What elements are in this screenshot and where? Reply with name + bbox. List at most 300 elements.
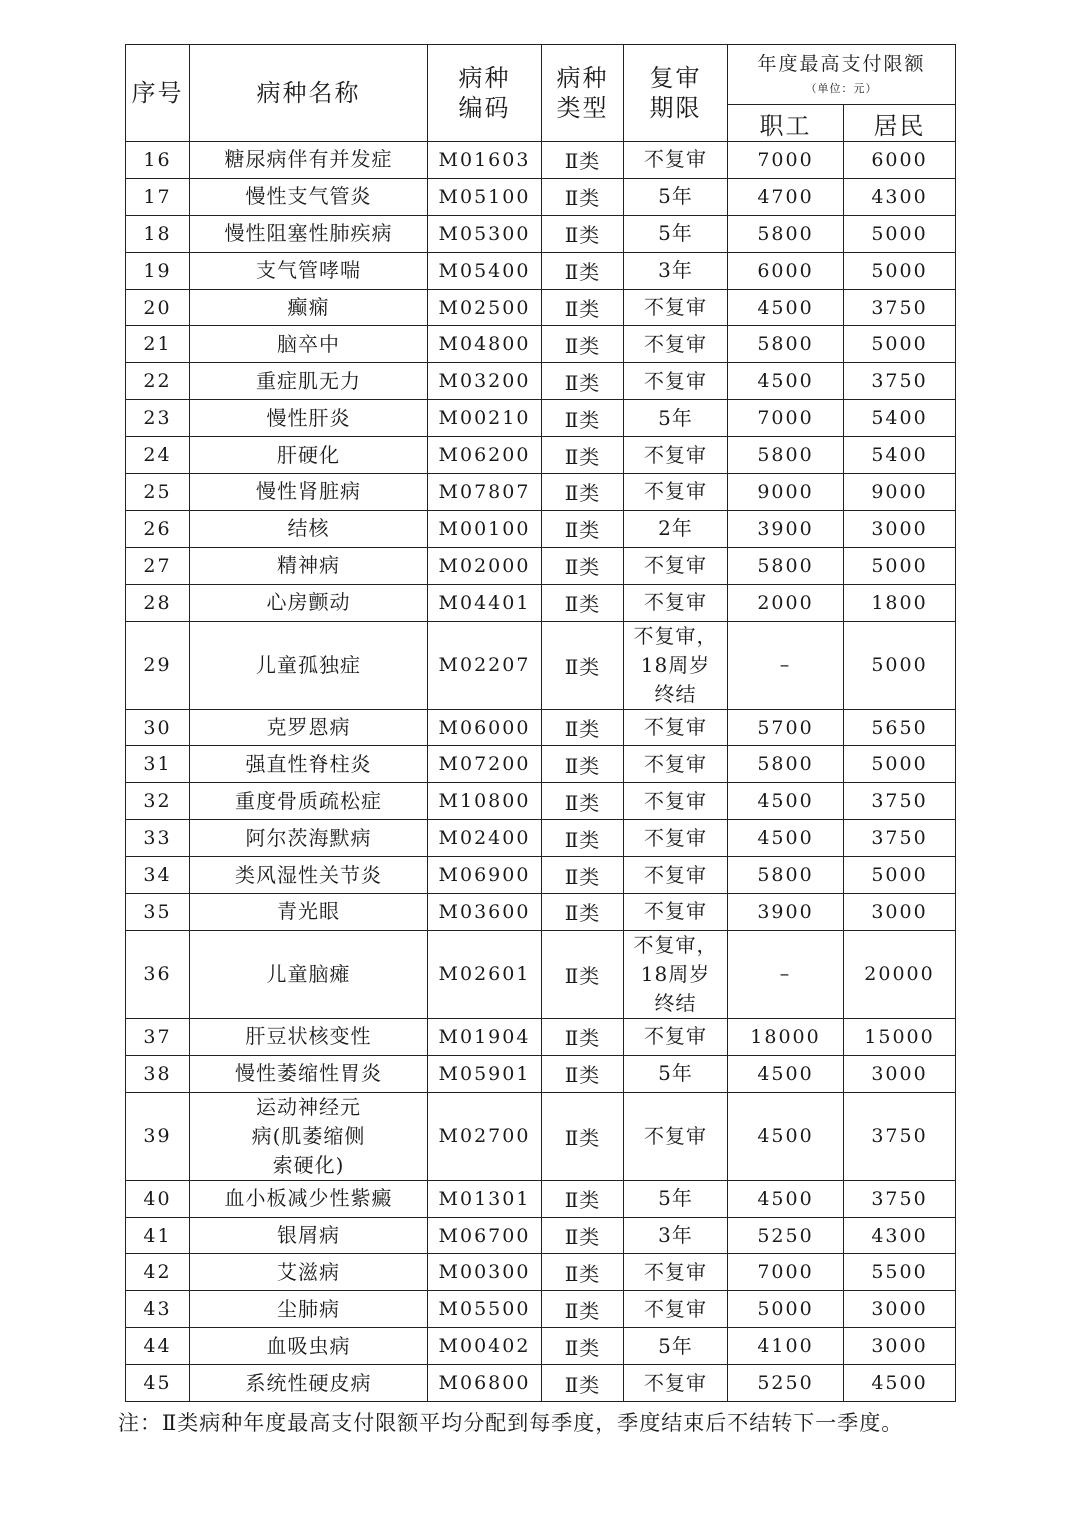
cell-resident-limit: 5000 [844, 746, 956, 783]
cell-disease-name-line: 糖尿病伴有并发症 [224, 147, 393, 172]
cell-worker-limit: 4700 [728, 178, 844, 215]
cell-disease-code: M05100 [428, 178, 542, 215]
cell-disease-type: Ⅱ类 [542, 289, 624, 326]
cell-review-period-line: 不复审 [644, 147, 707, 172]
cell-disease-type: Ⅱ类 [542, 746, 624, 783]
cell-disease-name [190, 178, 428, 215]
cell-disease-type: Ⅱ类 [542, 510, 624, 547]
cell-disease-type: Ⅱ类 [542, 930, 624, 1018]
cell-worker-limit: 7000 [728, 400, 844, 437]
table-header [126, 45, 956, 142]
cell-resident-limit: 3750 [844, 783, 956, 820]
table-row [126, 894, 956, 931]
cell-resident-limit: 3750 [844, 1092, 956, 1180]
cell-review-period [624, 437, 728, 474]
cell-disease-name [190, 1018, 428, 1055]
cell-worker-limit: 5800 [728, 215, 844, 252]
cell-review-period-line: 5年 [658, 221, 693, 246]
table-row [126, 1092, 956, 1180]
cell-disease-name-line: 血小板减少性紫癜 [224, 1186, 393, 1211]
cell-worker-limit: 7000 [728, 1254, 844, 1291]
header-disease-code [428, 45, 542, 142]
cell-disease-name [190, 1254, 428, 1291]
cell-disease-type: Ⅱ类 [542, 1055, 624, 1092]
table-row [126, 474, 956, 511]
table-row [126, 1328, 956, 1365]
cell-worker-limit: 7000 [728, 142, 844, 179]
cell-disease-type: Ⅱ类 [542, 1291, 624, 1328]
cell-seq: 16 [126, 142, 190, 179]
cell-worker-limit: 4500 [728, 820, 844, 857]
cell-disease-name [190, 400, 428, 437]
table-row [126, 746, 956, 783]
cell-seq: 26 [126, 510, 190, 547]
cell-disease-type: Ⅱ类 [542, 1254, 624, 1291]
cell-disease-name [190, 252, 428, 289]
cell-disease-code: M02500 [428, 289, 542, 326]
cell-disease-name-line: 慢性支气管炎 [245, 184, 372, 209]
cell-disease-code: M06200 [428, 437, 542, 474]
cell-seq: 28 [126, 584, 190, 621]
cell-worker-limit: 5800 [728, 547, 844, 584]
header-disease-type [542, 45, 624, 142]
table-row [126, 289, 956, 326]
cell-resident-limit: 5400 [844, 437, 956, 474]
cell-disease-type: Ⅱ类 [542, 326, 624, 363]
header-code-line-1: 病种 [458, 64, 511, 92]
cell-disease-code: M07807 [428, 474, 542, 511]
cell-review-period-line: 不复审 [644, 368, 707, 393]
cell-disease-code: M05400 [428, 252, 542, 289]
cell-disease-name-line: 类风湿性关节炎 [235, 862, 382, 887]
cell-disease-name-line: 儿童脑瘫 [266, 961, 351, 986]
cell-resident-limit: 3000 [844, 1328, 956, 1365]
cell-resident-limit: 9000 [844, 474, 956, 511]
cell-review-period [624, 1217, 728, 1254]
cell-review-period [624, 215, 728, 252]
cell-disease-name [190, 621, 428, 709]
cell-disease-code: M06900 [428, 857, 542, 894]
header-review-period [624, 45, 728, 142]
cell-disease-code: M02400 [428, 820, 542, 857]
table-row [126, 783, 956, 820]
cell-review-period [624, 1365, 728, 1402]
cell-resident-limit: 1800 [844, 584, 956, 621]
cell-disease-type: Ⅱ类 [542, 709, 624, 746]
cell-disease-type: Ⅱ类 [542, 820, 624, 857]
cell-disease-name-line: 银屑病 [277, 1223, 340, 1248]
cell-worker-limit: 5800 [728, 746, 844, 783]
cell-disease-name [190, 289, 428, 326]
cell-resident-limit: 3750 [844, 289, 956, 326]
cell-disease-type: Ⅱ类 [542, 857, 624, 894]
cell-disease-name-line: 重症肌无力 [256, 368, 361, 393]
cell-review-period-line: 不复审 [644, 862, 707, 887]
cell-disease-code: M03600 [428, 894, 542, 931]
cell-disease-type: Ⅱ类 [542, 584, 624, 621]
cell-disease-name-line: 克罗恩病 [266, 715, 351, 740]
cell-disease-name [190, 783, 428, 820]
cell-resident-limit: 5000 [844, 857, 956, 894]
cell-disease-code: M03200 [428, 363, 542, 400]
cell-review-period-line: 不复审 [644, 899, 707, 924]
cell-disease-code: M05901 [428, 1055, 542, 1092]
cell-disease-name-line: 心房颤动 [266, 590, 351, 615]
cell-review-period [624, 1328, 728, 1365]
table-row [126, 510, 956, 547]
table-row [126, 1291, 956, 1328]
cell-seq: 23 [126, 400, 190, 437]
cell-resident-limit: 3000 [844, 1055, 956, 1092]
cell-disease-name-line: 肝豆状核变性 [245, 1024, 372, 1049]
table-row [126, 215, 956, 252]
cell-review-period-line: 不复审 [644, 590, 707, 615]
cell-worker-limit: 4100 [728, 1328, 844, 1365]
cell-review-period [624, 894, 728, 931]
cell-worker-limit: 3900 [728, 894, 844, 931]
cell-seq: 20 [126, 289, 190, 326]
cell-disease-code: M06000 [428, 709, 542, 746]
table-row [126, 547, 956, 584]
cell-review-period [624, 783, 728, 820]
cell-review-period-line: 不复审 [644, 295, 707, 319]
cell-resident-limit: 6000 [844, 142, 956, 179]
table-row [126, 930, 956, 1018]
cell-worker-limit: – [728, 621, 844, 709]
cell-seq: 43 [126, 1291, 190, 1328]
cell-disease-name-line: 慢性阻塞性肺疾病 [224, 221, 393, 246]
cell-review-period [624, 178, 728, 215]
cell-disease-name-line: 病(肌萎缩侧 [251, 1123, 366, 1148]
cell-disease-name [190, 820, 428, 857]
cell-disease-name [190, 1291, 428, 1328]
cell-seq: 30 [126, 709, 190, 746]
cell-review-period-line: 3年 [658, 258, 693, 283]
cell-disease-name [190, 1217, 428, 1254]
cell-disease-type: Ⅱ类 [542, 363, 624, 400]
cell-review-period [624, 1092, 728, 1180]
cell-disease-type: Ⅱ类 [542, 1092, 624, 1180]
cell-review-period [624, 363, 728, 400]
cell-worker-limit: 4500 [728, 1180, 844, 1217]
cell-disease-code: M07200 [428, 746, 542, 783]
cell-disease-name [190, 1055, 428, 1092]
cell-review-period [624, 621, 728, 709]
cell-review-period [624, 252, 728, 289]
cell-disease-name-line: 肝硬化 [277, 442, 340, 467]
table-row [126, 584, 956, 621]
cell-seq: 36 [126, 930, 190, 1018]
cell-seq: 21 [126, 326, 190, 363]
cell-resident-limit: 5000 [844, 326, 956, 363]
table-row [126, 1254, 956, 1291]
cell-disease-code: M06800 [428, 1365, 542, 1402]
cell-resident-limit: 5500 [844, 1254, 956, 1291]
cell-disease-code: M10800 [428, 783, 542, 820]
cell-disease-name-line: 运动神经元 [256, 1094, 361, 1119]
cell-worker-limit: 4500 [728, 783, 844, 820]
cell-disease-type: Ⅱ类 [542, 474, 624, 511]
table-row [126, 400, 956, 437]
table-row [126, 621, 956, 709]
cell-review-period-line: 不复审 [644, 825, 707, 850]
cell-review-period [624, 326, 728, 363]
cell-review-period-line: 不复审 [644, 1024, 707, 1049]
table-row [126, 437, 956, 474]
cell-worker-limit: 5700 [728, 709, 844, 746]
cell-disease-name-line: 艾滋病 [277, 1259, 340, 1284]
cell-disease-name-line: 青光眼 [277, 899, 340, 924]
cell-resident-limit: 5000 [844, 215, 956, 252]
cell-disease-type: Ⅱ类 [542, 621, 624, 709]
header-limit-title: 年度最高支付限额 [757, 52, 926, 75]
cell-resident-limit: 4500 [844, 1365, 956, 1402]
cell-review-period [624, 1180, 728, 1217]
header-resident: 居民 [844, 105, 956, 142]
cell-resident-limit: 5000 [844, 547, 956, 584]
table-row [126, 1365, 956, 1402]
table-row [126, 1055, 956, 1092]
cell-review-period [624, 746, 728, 783]
cell-review-period-line: 3年 [658, 1223, 693, 1248]
cell-worker-limit: 5250 [728, 1365, 844, 1402]
cell-review-period [624, 709, 728, 746]
cell-review-period-line: 不复审 [644, 751, 707, 776]
cell-seq: 17 [126, 178, 190, 215]
cell-disease-name [190, 474, 428, 511]
cell-seq: 42 [126, 1254, 190, 1291]
cell-worker-limit: 4500 [728, 1055, 844, 1092]
cell-review-period [624, 400, 728, 437]
footnote: 注：Ⅱ类病种年度最高支付限额平均分配到每季度，季度结束后不结转下一季度。 [118, 1411, 904, 1435]
cell-review-period-line: 5年 [658, 1061, 693, 1086]
cell-resident-limit: 5000 [844, 252, 956, 289]
cell-seq: 24 [126, 437, 190, 474]
cell-worker-limit: – [728, 930, 844, 1018]
cell-resident-limit: 5650 [844, 709, 956, 746]
cell-seq: 25 [126, 474, 190, 511]
cell-disease-code: M00210 [428, 400, 542, 437]
cell-review-period-line: 不复审 [644, 479, 707, 504]
cell-resident-limit: 5000 [844, 621, 956, 709]
cell-review-period-line: 终结 [654, 990, 697, 1015]
cell-review-period-line: 不复审 [644, 1296, 707, 1321]
cell-worker-limit: 9000 [728, 474, 844, 511]
cell-resident-limit: 5400 [844, 400, 956, 437]
cell-review-period [624, 1018, 728, 1055]
header-review-line-1: 复审 [649, 64, 702, 92]
cell-review-period-line: 不复审 [644, 331, 707, 356]
disease-table-sheet [125, 44, 955, 1402]
cell-resident-limit: 3000 [844, 510, 956, 547]
table-row [126, 1180, 956, 1217]
table-row [126, 1018, 956, 1055]
cell-disease-name-line: 癫痫 [287, 295, 330, 319]
cell-review-period-line: 5年 [658, 184, 693, 209]
table-body [126, 142, 956, 1402]
header-code-line-2: 编码 [458, 94, 511, 122]
cell-worker-limit: 5250 [728, 1217, 844, 1254]
cell-resident-limit: 3750 [844, 1180, 956, 1217]
cell-seq: 18 [126, 215, 190, 252]
header-worker: 职工 [728, 105, 844, 142]
cell-disease-name-line: 重度骨质疏松症 [235, 788, 382, 813]
cell-review-period-line: 18周岁 [640, 961, 711, 986]
cell-disease-code: M05500 [428, 1291, 542, 1328]
cell-disease-type: Ⅱ类 [542, 894, 624, 931]
table-row [126, 363, 956, 400]
cell-review-period [624, 857, 728, 894]
cell-seq: 19 [126, 252, 190, 289]
cell-disease-name [190, 930, 428, 1018]
cell-review-period [624, 142, 728, 179]
cell-resident-limit: 4300 [844, 1217, 956, 1254]
cell-seq: 34 [126, 857, 190, 894]
disease-payment-limit-table [125, 44, 956, 1402]
table-row [126, 252, 956, 289]
cell-seq: 35 [126, 894, 190, 931]
cell-worker-limit: 5000 [728, 1291, 844, 1328]
cell-review-period-line: 18周岁 [640, 652, 711, 677]
cell-disease-name [190, 1328, 428, 1365]
cell-disease-name [190, 1092, 428, 1180]
cell-disease-code: M02207 [428, 621, 542, 709]
cell-disease-code: M06700 [428, 1217, 542, 1254]
cell-seq: 38 [126, 1055, 190, 1092]
table-row [126, 326, 956, 363]
cell-worker-limit: 3900 [728, 510, 844, 547]
cell-seq: 27 [126, 547, 190, 584]
cell-disease-code: M04401 [428, 584, 542, 621]
cell-disease-name [190, 1180, 428, 1217]
cell-disease-type: Ⅱ类 [542, 178, 624, 215]
cell-disease-name [190, 547, 428, 584]
cell-review-period [624, 1291, 728, 1328]
cell-disease-code: M05300 [428, 215, 542, 252]
cell-disease-name-line: 精神病 [277, 553, 340, 578]
cell-disease-type: Ⅱ类 [542, 252, 624, 289]
cell-disease-type: Ⅱ类 [542, 1180, 624, 1217]
table-row [126, 1217, 956, 1254]
cell-review-period [624, 1055, 728, 1092]
cell-disease-name [190, 1365, 428, 1402]
header-type-line-1: 病种 [556, 64, 609, 92]
cell-disease-name [190, 510, 428, 547]
cell-resident-limit: 4300 [844, 178, 956, 215]
cell-disease-type: Ⅱ类 [542, 547, 624, 584]
cell-review-period [624, 289, 728, 326]
cell-disease-name-line: 尘肺病 [277, 1296, 340, 1321]
cell-review-period-line: 2年 [658, 516, 693, 541]
cell-review-period-line: 5年 [658, 1186, 693, 1211]
cell-worker-limit: 5800 [728, 857, 844, 894]
cell-disease-type: Ⅱ类 [542, 400, 624, 437]
table-row [126, 142, 956, 179]
cell-disease-type: Ⅱ类 [542, 142, 624, 179]
cell-disease-type: Ⅱ类 [542, 1328, 624, 1365]
cell-seq: 29 [126, 621, 190, 709]
cell-worker-limit: 2000 [728, 584, 844, 621]
cell-worker-limit: 6000 [728, 252, 844, 289]
cell-disease-name-line: 索硬化) [272, 1152, 345, 1177]
cell-worker-limit: 4500 [728, 363, 844, 400]
cell-review-period-line: 不复审 [644, 715, 707, 740]
cell-disease-name-line: 系统性硬皮病 [245, 1370, 372, 1395]
cell-worker-limit: 18000 [728, 1018, 844, 1055]
cell-disease-code: M02700 [428, 1092, 542, 1180]
cell-review-period-line: 5年 [658, 405, 693, 430]
header-seq: 序号 [126, 45, 190, 142]
cell-disease-name-line: 儿童孤独症 [256, 652, 361, 677]
cell-resident-limit: 3000 [844, 894, 956, 931]
cell-worker-limit: 4500 [728, 289, 844, 326]
cell-disease-name [190, 363, 428, 400]
cell-seq: 44 [126, 1328, 190, 1365]
cell-disease-name-line: 强直性脊柱炎 [245, 751, 372, 776]
cell-disease-code: M01301 [428, 1180, 542, 1217]
header-limit-unit: （单位：元） [805, 81, 878, 95]
cell-review-period-line: 终结 [654, 681, 697, 706]
cell-disease-type: Ⅱ类 [542, 1217, 624, 1254]
cell-disease-type: Ⅱ类 [542, 215, 624, 252]
cell-review-period [624, 510, 728, 547]
cell-seq: 40 [126, 1180, 190, 1217]
cell-resident-limit: 3000 [844, 1291, 956, 1328]
cell-seq: 39 [126, 1092, 190, 1180]
cell-seq: 41 [126, 1217, 190, 1254]
cell-review-period-line: 不复审 [644, 788, 707, 813]
cell-resident-limit: 15000 [844, 1018, 956, 1055]
cell-disease-name [190, 746, 428, 783]
cell-review-period-line: 不复审， [633, 932, 718, 957]
header-type-line-2: 类型 [556, 94, 609, 122]
cell-review-period-line: 不复审 [644, 1123, 707, 1148]
cell-seq: 32 [126, 783, 190, 820]
cell-disease-type: Ⅱ类 [542, 1018, 624, 1055]
cell-disease-name [190, 437, 428, 474]
cell-resident-limit: 3750 [844, 820, 956, 857]
cell-review-period [624, 547, 728, 584]
cell-worker-limit: 4500 [728, 1092, 844, 1180]
cell-review-period [624, 1254, 728, 1291]
cell-disease-code: M01603 [428, 142, 542, 179]
table-row [126, 178, 956, 215]
cell-disease-type: Ⅱ类 [542, 1365, 624, 1402]
header-review-line-2: 期限 [649, 94, 702, 122]
cell-disease-type: Ⅱ类 [542, 437, 624, 474]
header-annual-limit [728, 45, 956, 105]
cell-disease-name-line: 结核 [287, 516, 330, 541]
cell-disease-code: M02601 [428, 930, 542, 1018]
cell-disease-name [190, 142, 428, 179]
cell-disease-name [190, 709, 428, 746]
cell-review-period-line: 不复审， [633, 623, 718, 648]
cell-review-period [624, 930, 728, 1018]
table-row [126, 709, 956, 746]
cell-disease-name [190, 857, 428, 894]
cell-disease-name-line: 支气管哮喘 [256, 258, 361, 283]
cell-disease-name [190, 326, 428, 363]
header-disease-name: 病种名称 [190, 45, 428, 142]
cell-review-period [624, 820, 728, 857]
cell-seq: 31 [126, 746, 190, 783]
cell-disease-name [190, 215, 428, 252]
table-row [126, 857, 956, 894]
cell-worker-limit: 5800 [728, 437, 844, 474]
cell-disease-name-line: 血吸虫病 [266, 1333, 351, 1358]
cell-seq: 33 [126, 820, 190, 857]
cell-disease-name-line: 阿尔茨海默病 [245, 825, 372, 850]
